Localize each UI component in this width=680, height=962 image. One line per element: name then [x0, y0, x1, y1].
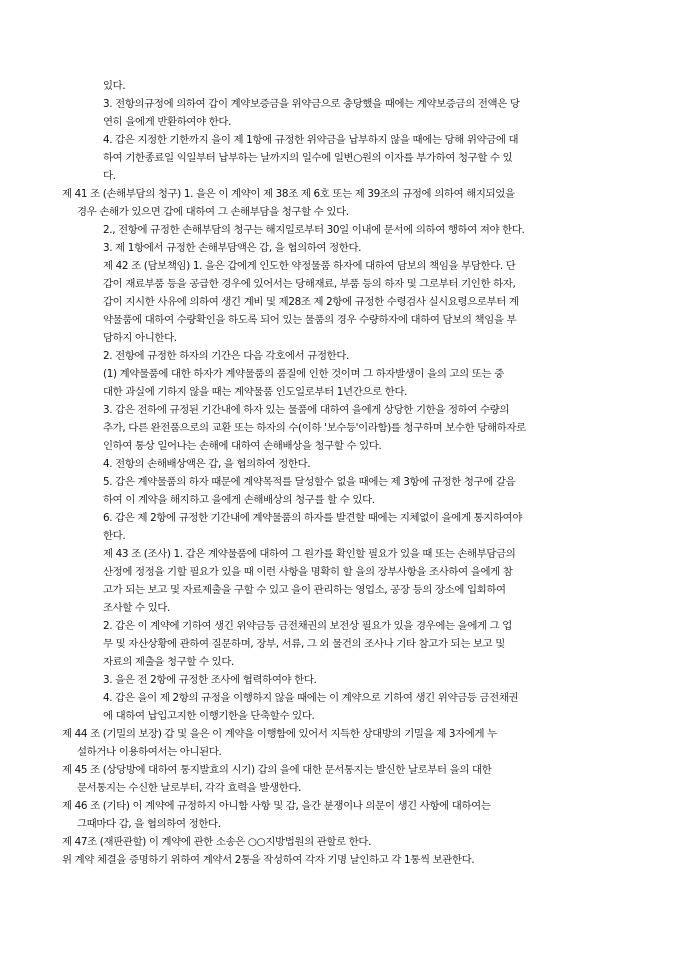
- text-line: 3. 을은 전 2항에 규정한 조사에 협력하여야 한다.: [103, 674, 317, 686]
- text-line: 하여 이 계약을 해지하고 을에게 손해배상의 청구를 할 수 있다.: [103, 494, 375, 506]
- text-line: 있다.: [103, 80, 126, 92]
- text-line: 설하거나 이용하여서는 아니된다.: [77, 746, 222, 758]
- text-line: 4. 전항의 손해배상액은 갑, 을 협의하여 정한다.: [103, 458, 311, 470]
- text-line: 대한 과실에 기하지 않을 때는 계약물품 인도일로부터 1년간으로 한다.: [103, 386, 408, 398]
- text-line: 그때마다 갑, 을 협의하여 정한다.: [77, 818, 221, 830]
- text-line: 2. 전항에 규정한 하자의 기간은 다음 각호에서 규정한다.: [103, 350, 349, 362]
- text-line: 제 47조 (재판관할) 이 계약에 관한 소송은 ○○지방법원의 관할로 한다.: [62, 836, 372, 848]
- text-line: 제 42 조 (담보책임) 1. 을은 갑에게 인도한 약정물품 하자에 대하여 담보의 책임을 부담한다. 단: [103, 260, 516, 272]
- text-line: 자료의 제출을 청구할 수 있다.: [103, 656, 235, 668]
- text-line: 제 45 조 (상당방에 대하여 통지발효의 시기) 갑의 을에 대한 문서통지는 발신한 날로부터 을의 대한: [62, 764, 492, 776]
- text-line: 제 41 조 (손해부담의 청구) 1. 을은 이 계약이 제 38조 제 6호 또는 제 39조의 규정에 의하여 해지되었을: [62, 188, 515, 200]
- text-line: 산정에 정정을 기할 필요가 있을 때 이런 사항을 명확히 할 을의 장부사항을 조사하여 을에게 참: [103, 566, 513, 578]
- text-line: 갑이 재료부품 등을 공급한 경우에 있어서는 당해재료, 부품 등의 하자 및 그로부터 기인한 하자,: [103, 278, 516, 290]
- text-line: 고가 되는 보고 및 자료제출을 구할 수 있고 을이 관리하는 영업소, 공장 등의 장소에 입회하여: [103, 584, 506, 596]
- text-line: 경우 손해가 있으면 갑에 대하여 그 손해부담을 청구할 수 있다.: [77, 206, 349, 218]
- text-line: 3. 갑은 전하에 규정된 기간내에 하자 있는 물품에 대하여 을에게 상당한 기한을 정하여 수량의: [103, 404, 510, 416]
- text-line: 제 43 조 (조사) 1. 갑은 계약물품에 대하여 그 원가를 확인할 필요가 있을 때 또는 손해부담금의: [103, 548, 516, 560]
- text-line: 5. 갑은 계약물품의 하자 때문에 계약목적를 달성할수 없을 때에는 제 3항에 규정한 청구에 갈음: [103, 476, 516, 488]
- text-line: 제 44 조 (기밀의 보장) 갑 및 을은 이 계약을 이행함에 있어서 지득한 상대방의 기밀을 제 3자에게 누: [62, 728, 497, 740]
- text-line: 2., 전항에 규정한 손해부담의 청구는 해지일로부터 30일 이내에 문서에 의하여 행하여 져야 한다.: [103, 224, 525, 236]
- text-line: 다.: [103, 170, 116, 182]
- text-line: 무 및 자산상황에 관하여 질문하며, 장부, 서류, 그 외 물건의 조사나 기타 참고가 되는 보고 및: [103, 638, 505, 650]
- text-line: 한다.: [103, 530, 126, 542]
- text-line: 조사할 수 있다.: [103, 602, 170, 614]
- text-line: 갑이 지시한 사유에 의하여 생긴 계비 및 제28조 제 2항에 규정한 수령검사 실시요령으로부터 계: [103, 296, 519, 308]
- text-line: 4. 갑은 을이 제 2항의 규정을 이행하지 않을 때에는 이 계약으로 기하여 생긴 위약금등 금전채권: [103, 692, 519, 704]
- text-line: 연히 을에게 반환하여야 한다.: [103, 116, 232, 128]
- text-line: 6. 갑은 제 2항에 규정한 기간내에 계약물품의 하자를 발견할 때에는 지체없이 을에게 통지하여야: [103, 512, 523, 524]
- text-line: 위 계약 체결을 증명하기 위하여 계약서 2통을 작성하여 각자 기명 날인하고 각 1통씩 보관한다.: [62, 854, 475, 866]
- text-line: 담하지 아니한다.: [103, 332, 177, 344]
- text-line: 인하여 통상 일어나는 손해에 대하여 손해배상을 청구할 수 있다.: [103, 440, 382, 452]
- text-line: 3. 제 1항에서 규정한 손해부담액은 갑, 을 협의하여 정한다.: [103, 242, 362, 254]
- text-line: 제 46 조 (기타) 이 계약에 규정하지 아니함 사항 및 갑, 을간 분쟁이나 의문이 생긴 사항에 대하여는: [62, 800, 491, 812]
- text-line: 하여 기한종료일 익일부터 납부하는 날까지의 일수에 일변○원의 이자를 부가하여 청구할 수 있: [103, 152, 513, 164]
- text-line: 3. 전항의규정에 의하여 갑이 계약보증금을 위약금으로 충당했을 때에는 계약보증금의 전액은 당: [103, 98, 520, 110]
- text-line: 문서통지는 수신한 날로부터, 각각 효력을 발생한다.: [77, 782, 302, 794]
- text-line: 추가, 다른 완전품으로의 교환 또는 하자의 수(이하 '보수등'이라함)를 청구하며 보수한 당해하자로: [103, 422, 526, 434]
- text-line: 에 대하여 납입고지한 이행기한을 단축할수 있다.: [103, 710, 315, 722]
- text-line: 2. 갑은 이 계약에 기하여 생긴 위약금등 금전채권의 보전상 필요가 있을 경우에는 을에게 그 업: [103, 620, 512, 632]
- text-line: (1) 계약물품에 대한 하자가 계약물품의 품질에 인한 것이며 그 하자발생이 을의 고의 또는 중: [103, 368, 504, 380]
- text-line: 약물품에 대하여 수량확인을 하도록 되어 있는 물품의 경우 수량하자에 대하여 담보의 책임을 부: [103, 314, 517, 326]
- text-line: 4. 갑은 지정한 기한까지 을이 제 1항에 규정한 위약금을 납부하지 않을 때에는 당해 위약금에 대: [103, 134, 519, 146]
